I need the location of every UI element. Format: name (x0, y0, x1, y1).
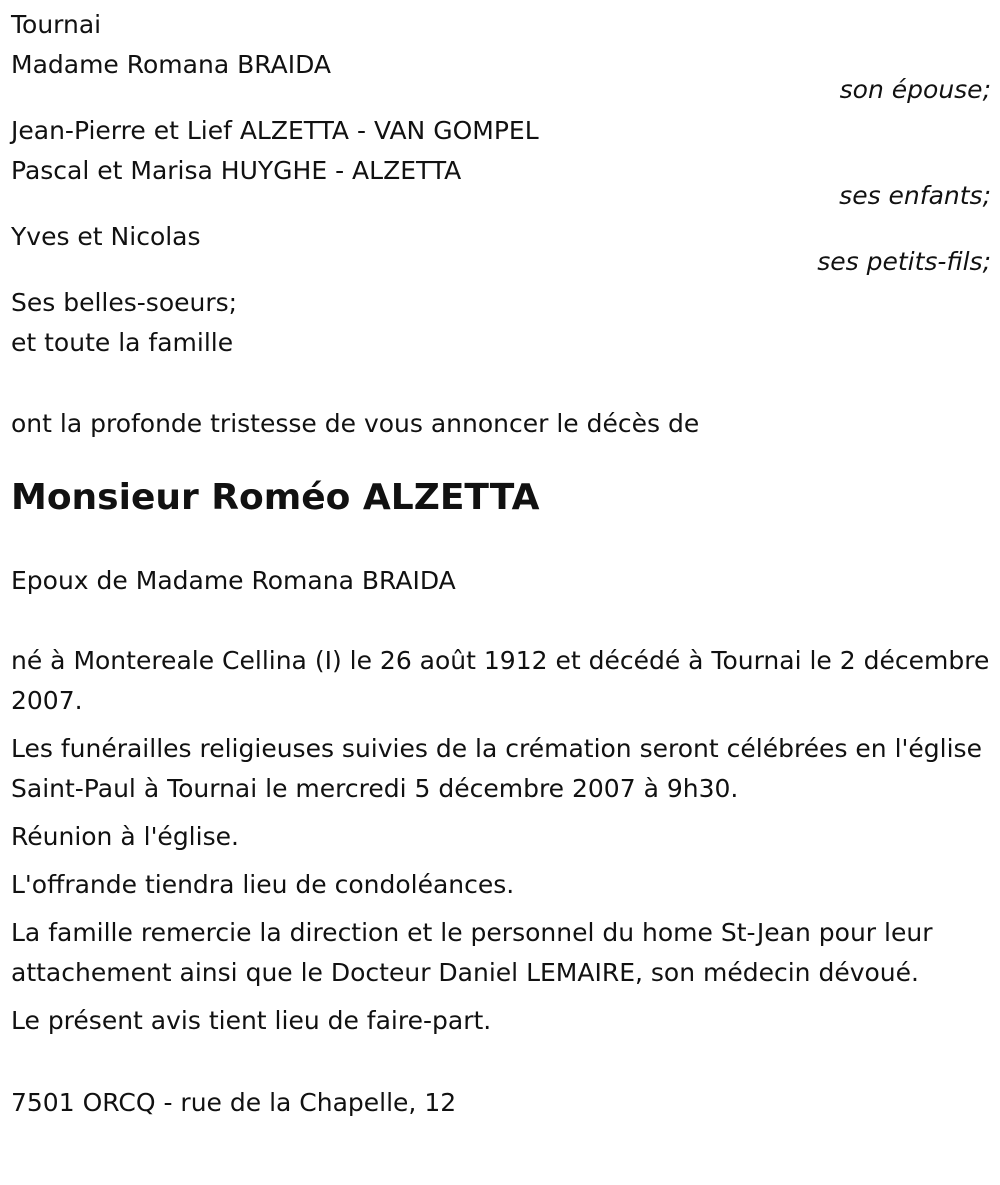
spouse-name: Madame Romana BRAIDA (11, 50, 331, 79)
faire-part-paragraph: Le présent avis tient lieu de faire-part. (11, 1006, 492, 1035)
spouse-role: son épouse; (839, 75, 991, 104)
funeral-paragraph: Les funérailles religieuses suivies de la crémation seront célébrées en l'église Saint-Paul à Tournai le mercredi 5 décembre 2007 à 9h30. (11, 734, 982, 803)
grandchildren-names: Yves et Nicolas (11, 222, 201, 251)
child-line-1: Jean-Pierre et Lief ALZETTA - VAN GOMPEL (11, 116, 539, 145)
children-role: ses enfants; (839, 181, 991, 210)
children-group (11, 111, 991, 211)
birth-death-paragraph: né à Montereale Cellina (I) le 26 août 1912 et décédé à Tournai le 2 décembre 2007. (11, 646, 990, 715)
grandchildren-role: ses petits-fils; (817, 247, 991, 276)
announcement-text: ont la profonde tristesse de vous annoncer le décès de (11, 409, 700, 438)
meeting-paragraph: Réunion à l'église. (11, 822, 239, 851)
address-line: 7501 ORCQ - rue de la Chapelle, 12 (11, 1088, 457, 1117)
deceased-name: Monsieur Roméo ALZETTA (11, 477, 540, 518)
extended-family-group (11, 283, 991, 363)
death-notice (11, 5, 991, 1123)
spouse-group (11, 5, 991, 105)
child-line-2: Pascal et Marisa HUYGHE - ALZETTA (11, 156, 462, 185)
whole-family-line: et toute la famille (11, 328, 234, 357)
spouse-of-line: Epoux de Madame Romana BRAIDA (11, 566, 456, 595)
city-line: Tournai (11, 10, 102, 39)
offering-paragraph: L'offrande tiendra lieu de condoléances. (11, 870, 515, 899)
sisters-in-law-line: Ses belles-soeurs; (11, 288, 238, 317)
thanks-paragraph: La famille remercie la direction et le personnel du home St-Jean pour leur attachement ainsi que le Docteur Daniel LEMAIRE, son médecin dévoué. (11, 918, 933, 987)
grandchildren-group (11, 217, 991, 277)
